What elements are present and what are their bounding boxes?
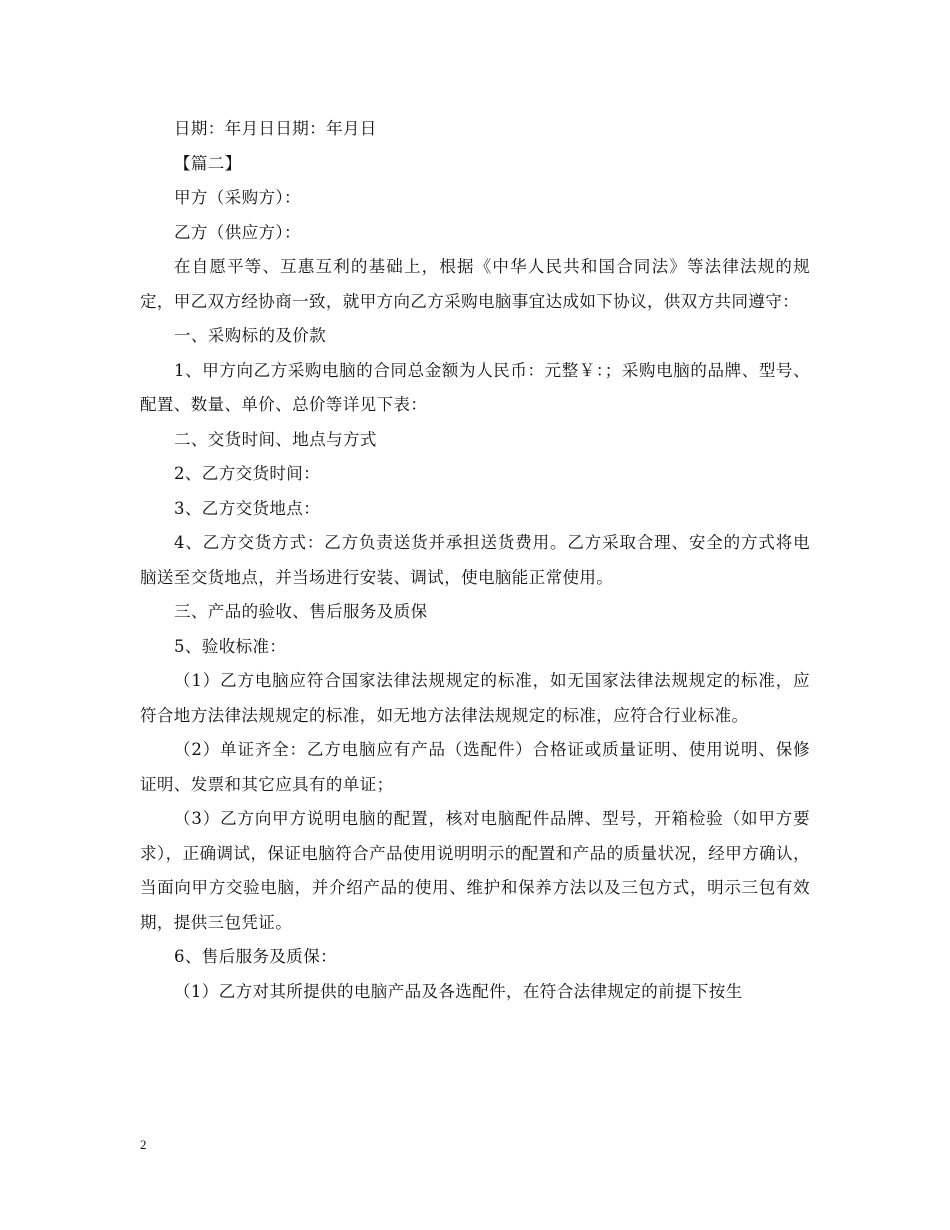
clause-paragraph: 3、乙方交货地点： xyxy=(174,498,321,518)
clause-heading: 一、采购标的及价款 xyxy=(174,326,327,345)
clause-paragraph: 6、售后服务及质保： xyxy=(174,947,337,966)
sub-clause-paragraph: （3）乙方向甲方说明电脑的配置，核对电脑配件品牌、型号，开箱检验（如甲方要求），正确调试，保证电脑符合产品使用说明明示的配置和产品的质量状况，经甲方确认，当面向甲方交验电脑，并介绍产品的使用、维护和保养方法以及三包方式，明示三包有效期，提供三包凭证。 xyxy=(140,809,810,932)
clause-paragraph: 1、甲方向乙方采购电脑的合同总金额为人民币：元整￥：；采购电脑的品牌、型号、配置、数量、单价、总价等详见下表： xyxy=(140,360,810,414)
section-heading: 【篇二】 xyxy=(174,153,242,173)
clause-heading: 二、交货时间、地点与方式 xyxy=(174,429,377,449)
clause-paragraph: 5、验收标准： xyxy=(174,636,287,656)
clause-paragraph: 2、乙方交货时间： xyxy=(174,464,321,483)
party-a-line: 甲方（采购方）： xyxy=(174,188,301,207)
party-b-line: 乙方（供应方）： xyxy=(174,222,301,242)
document-body xyxy=(140,112,810,1009)
sub-clause-paragraph: （2）单证齐全：乙方电脑应有产品（选配件）合格证或质量证明、使用说明、保修证明、发票和其它应具有的单证； xyxy=(140,740,810,794)
clause-heading: 三、产品的验收、售后服务及质保 xyxy=(174,602,428,621)
clause-paragraph: 4、乙方交货方式：乙方负责送货并承担送货费用。乙方采取合理、安全的方式将电脑送至交货地点，并当场进行安装、调试，使电脑能正常使用。 xyxy=(140,533,810,587)
preamble-paragraph: 在自愿平等、互惠互利的基础上，根据《中华人民共和国合同法》等法律法规的规定，甲乙双方经协商一致，就甲方向乙方采购电脑事宜达成如下协议，供双方共同遵守： xyxy=(140,257,810,311)
sub-clause-paragraph: （1）乙方电脑应符合国家法律法规规定的标准，如无国家法律法规规定的标准，应符合地方法律法规规定的标准，如无地方法律法规规定的标准，应符合行业标准。 xyxy=(140,671,810,725)
sub-clause-paragraph: （1）乙方对其所提供的电脑产品及各选配件，在符合法律规定的前提下按生 xyxy=(174,981,743,1001)
signature-date-line: 日期：年月日日期：年月日 xyxy=(174,119,377,138)
page-number: 2 xyxy=(140,1137,147,1152)
